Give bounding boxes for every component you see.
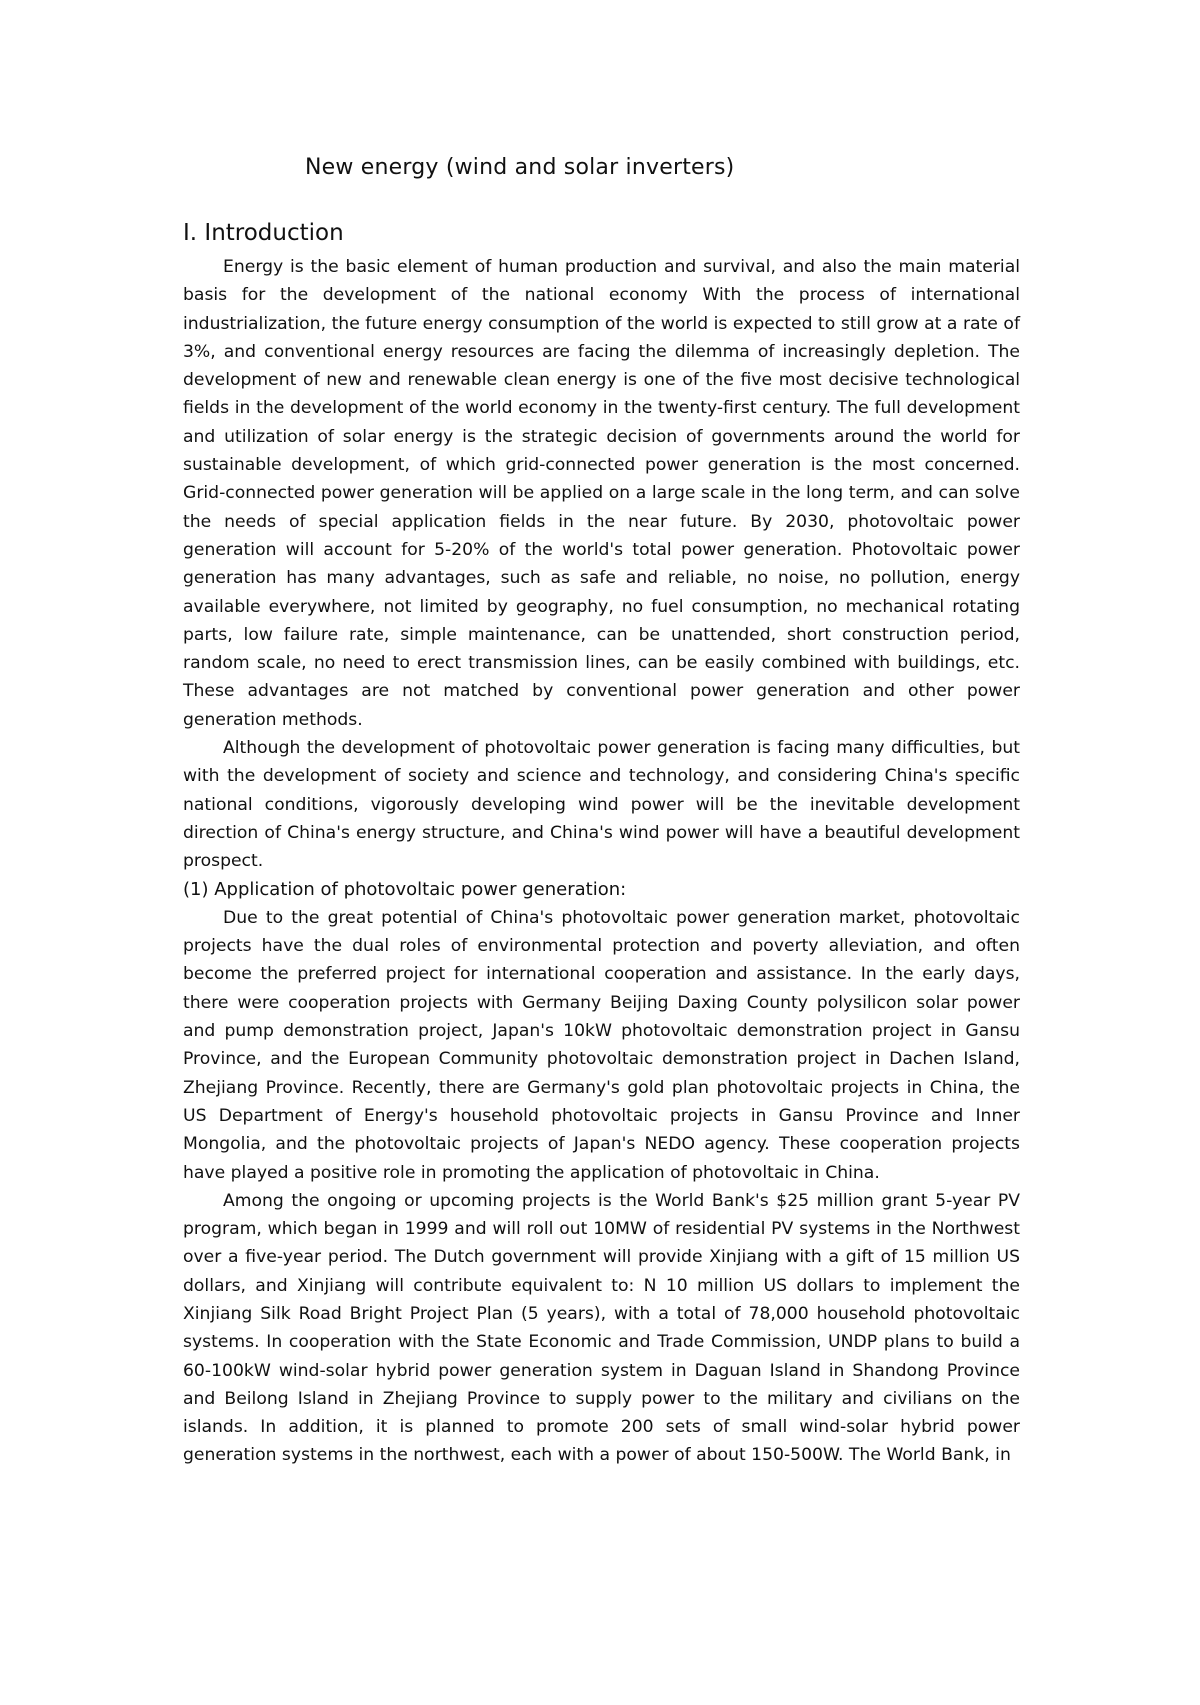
paragraph: Among the ongoing or upcoming projects is the World Bank's $25 million grant 5-year PV program, which began in 1999 and will roll out 10MW of residential PV systems in the Northwest over a five-year period. The Dutch government will provide Xinjiang with a gift of 15 million US dollars, and Xinjiang will contribute equivalent to: N 10 million US dollars to implement the Xinjiang Silk Road Bright Project Plan (5 years), with a total of 78,000 household photovoltaic systems. In cooperation with the State Economic and Trade Commission, UNDP plans to build a 60-100kW wind-solar hybrid power generation system in Daguan Island in Shandong Province and Beilong Island in Zhejiang Province to supply power to the military and civilians on the islands. In addition, it is planned to promote 200 sets of small wind-solar hybrid power generation systems in the northwest, each with a power of about 150-500W. The World Bank, in (183, 1190, 1020, 1466)
document-body (183, 253, 1020, 1470)
paragraph: Although the development of photovoltaic power generation is facing many difficulties, but with the development of society and science and technology, and considering China's specific national conditions, vigorously developing wind power will be the inevitable development direction of China's energy structure, and China's wind power will have a beautiful development prospect. (183, 738, 1020, 872)
paragraph: Energy is the basic element of human production and survival, and also the main material basis for the development of the national economy With the process of international industrialization, the future energy consumption of the world is expected to still grow at a rate of 3%, and conventional energy resources are facing the dilemma of increasingly depletion. The development of new and renewable clean energy is one of the five most decisive technological fields in the development of the world economy in the twenty-first century. The full development and utilization of solar energy is the strategic decision of governments around the world for sustainable development, of which grid-connected power generation is the most concerned. Grid-connected power generation will be applied on a large scale in the long term, and can solve the needs of special application fields in the near future. By 2030, photovoltaic power generation will account for 5-20% of the world's total power generation. Photovoltaic power generation has many advantages, such as safe and reliable, no noise, no pollution, energy available everywhere, not limited by geography, no fuel consumption, no mechanical rotating parts, low failure rate, simple maintenance, can be unattended, short construction period, random scale, no need to erect transmission lines, can be easily combined with buildings, etc. These advantages are not matched by conventional power generation and other power generation methods. (183, 257, 1020, 730)
subsection-heading: (1) Application of photovoltaic power generation: (183, 878, 627, 900)
section-heading: I. Introduction (183, 220, 344, 246)
document-title: New energy (wind and solar inverters) (305, 155, 735, 180)
paragraph: Due to the great potential of China's photovoltaic power generation market, photovoltaic projects have the dual roles of environmental protection and poverty alleviation, and often become the preferred project for international cooperation and assistance. In the early days, there were cooperation projects with Germany Beijing Daxing County polysilicon solar power and pump demonstration project, Japan's 10kW photovoltaic demonstration project in Gansu Province, and the European Community photovoltaic demonstration project in Dachen Island, Zhejiang Province. Recently, there are Germany's gold plan photovoltaic projects in China, the US Department of Energy's household photovoltaic projects in Gansu Province and Inner Mongolia, and the photovoltaic projects of Japan's NEDO agency. These cooperation projects have played a positive role in promoting the application of photovoltaic in China. (183, 907, 1020, 1183)
